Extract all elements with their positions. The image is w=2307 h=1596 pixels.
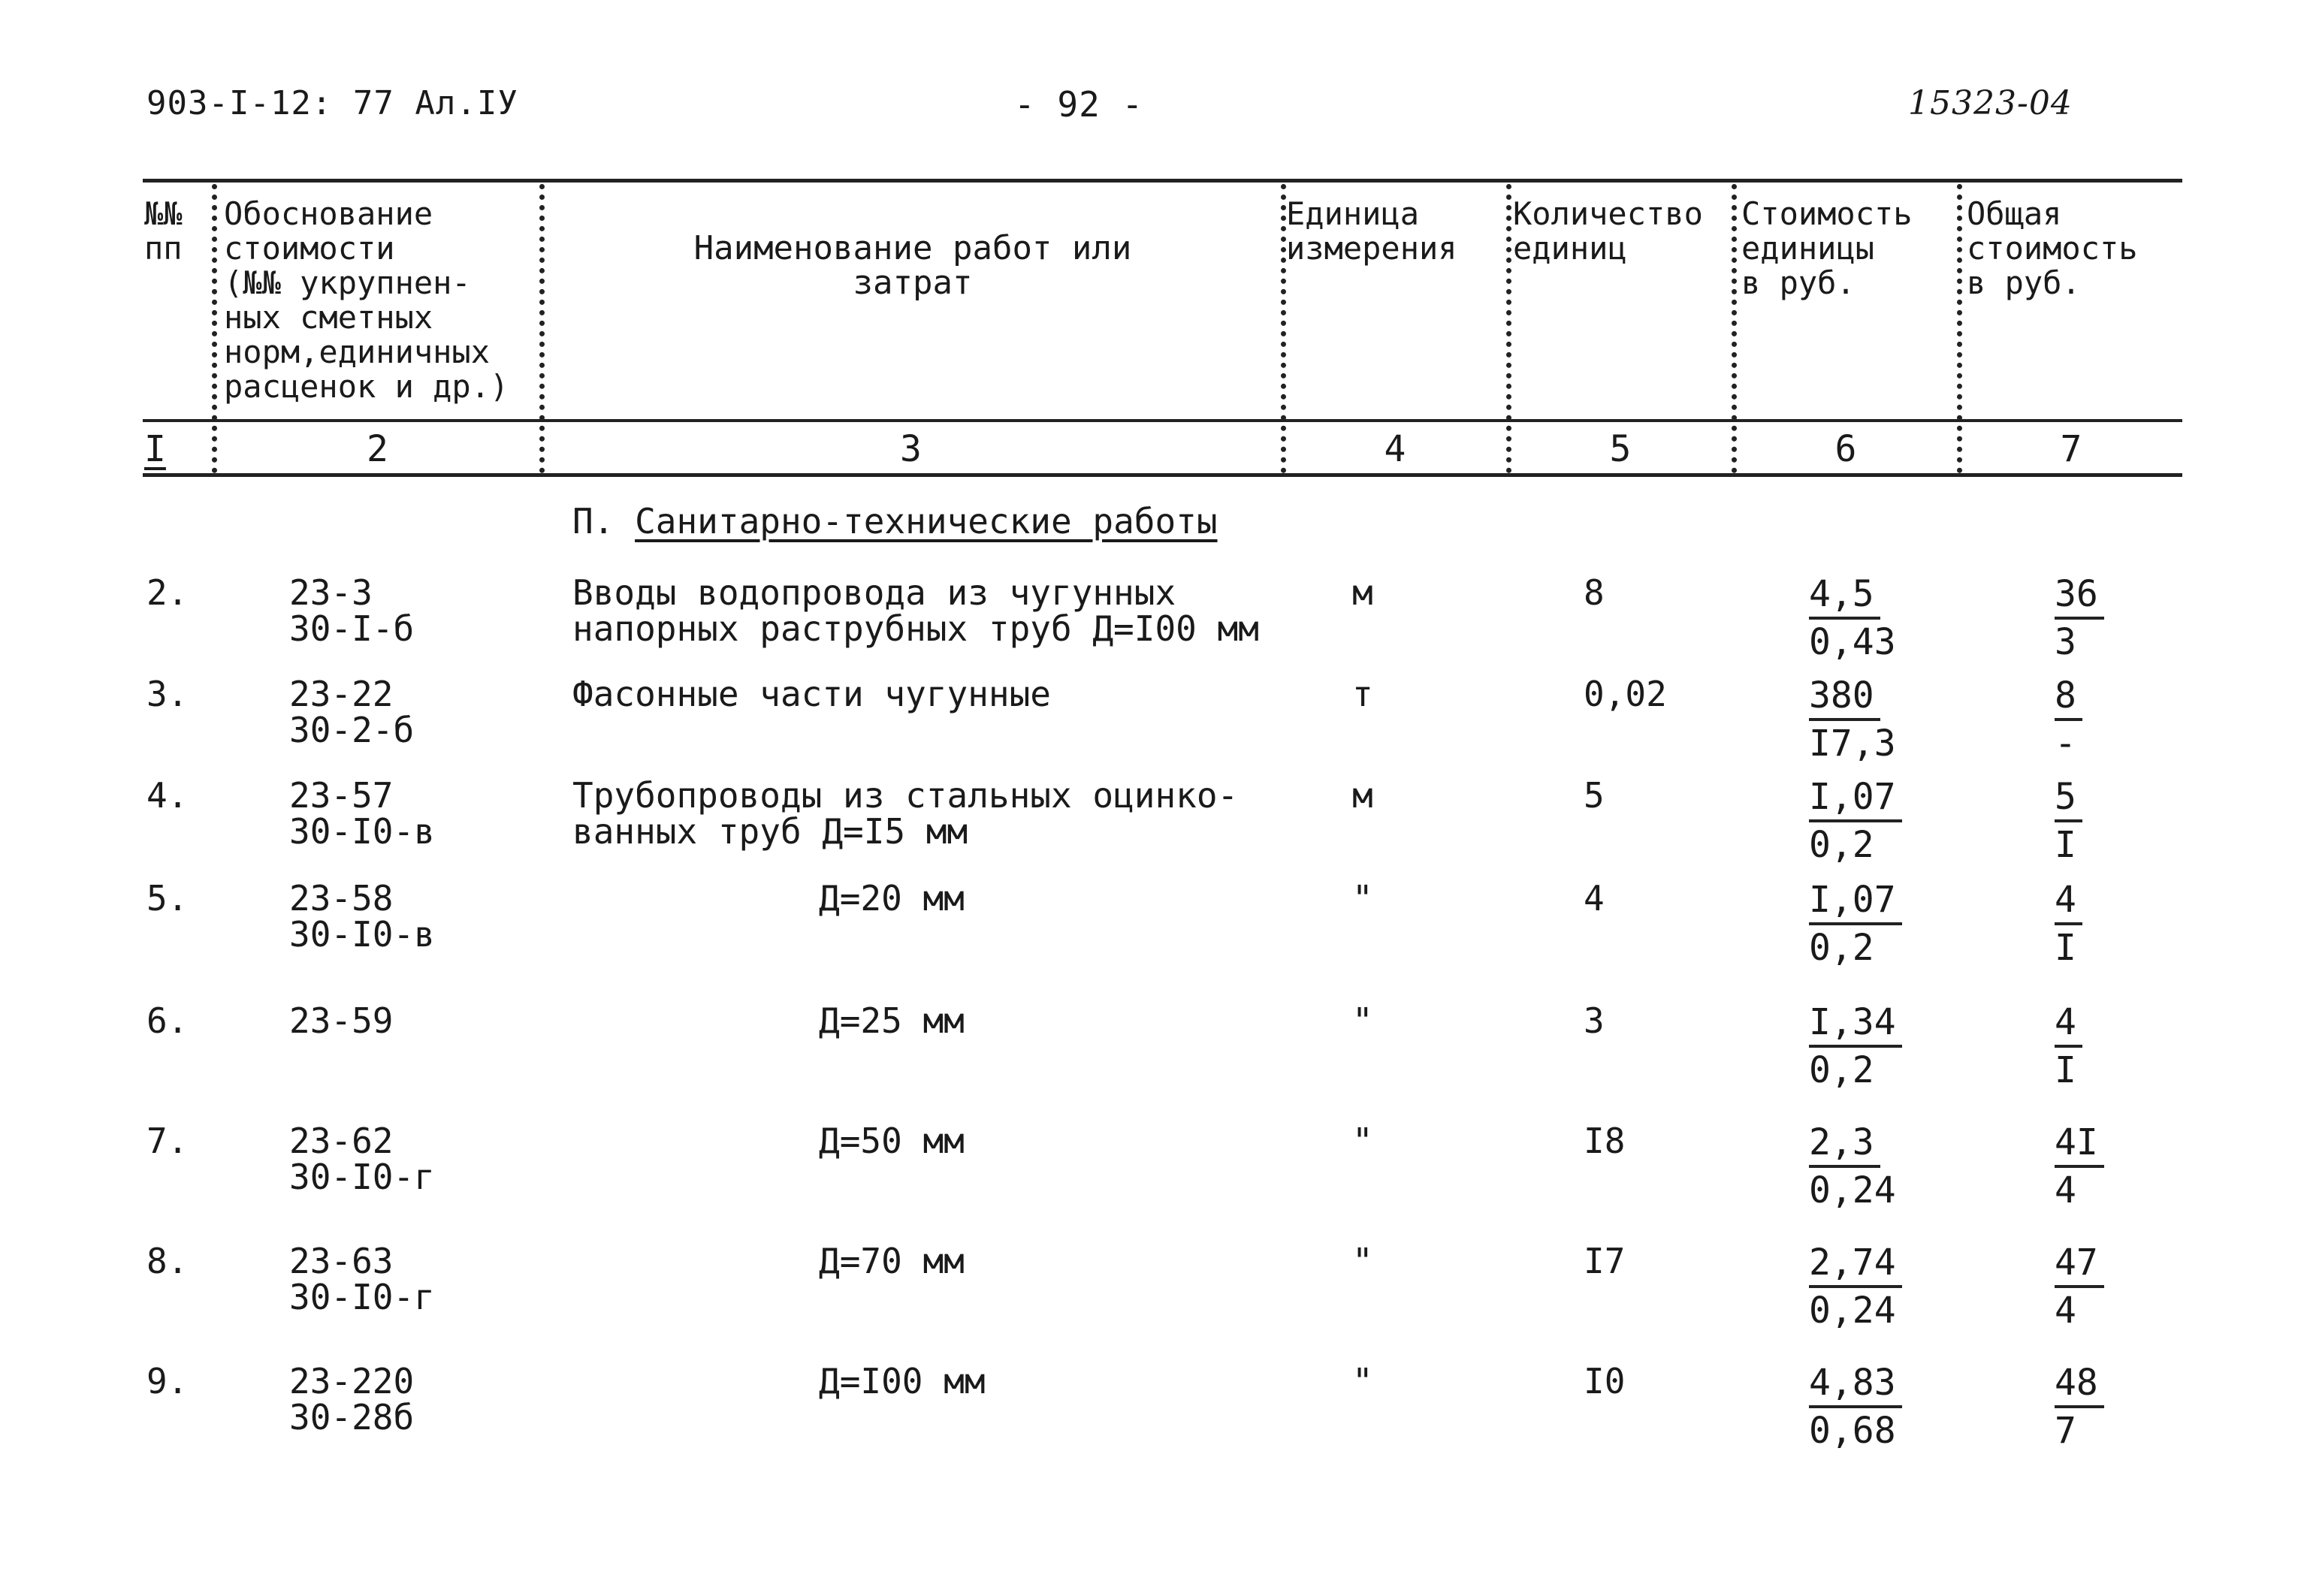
column-number: 6: [1834, 428, 1857, 470]
row-number: 5.: [146, 878, 189, 919]
row-work-name: Д=I00 мм: [819, 1361, 986, 1401]
row-total-cost: [2055, 1120, 2104, 1213]
column-header-number: №№ пп: [144, 195, 183, 267]
row-unit-cost-top: I,34: [1809, 1000, 1902, 1048]
row-quantity: 4: [1584, 878, 1605, 919]
section-prefix: П.: [572, 501, 614, 542]
row-number: 2.: [146, 572, 189, 613]
column-number: 3: [900, 428, 922, 470]
row-unit-cost-bottom: 0,43: [1809, 621, 1896, 663]
row-quantity: 5: [1584, 775, 1605, 816]
row-basis: 23-59: [289, 1000, 394, 1041]
column-header-unit: Единица измерения: [1286, 195, 1457, 267]
row-total-cost: [2055, 1360, 2104, 1453]
column-header-quantity: Количество единиц: [1513, 195, 1703, 267]
row-quantity: 0,02: [1584, 674, 1667, 714]
row-total-cost-top: 8: [2055, 673, 2082, 721]
row-number: 4.: [146, 775, 189, 816]
row-unit-cost-bottom: 0,24: [1809, 1290, 1896, 1332]
row-basis: 23-3 30-I-б: [289, 572, 415, 649]
page-number: - 92 -: [1014, 84, 1144, 125]
row-unit-cost: [1809, 877, 1902, 970]
row-work-name: Д=25 мм: [819, 1000, 965, 1041]
row-basis: 23-58 30-I0-в: [289, 878, 435, 955]
row-total-cost-top: 5: [2055, 774, 2082, 822]
row-total-cost-bottom: -: [2055, 723, 2076, 765]
row-number: 9.: [146, 1361, 189, 1401]
row-unit-cost: [1809, 673, 1896, 766]
row-unit: ": [1352, 1000, 1373, 1041]
column-number: 2: [367, 428, 388, 470]
row-basis: 23-62 30-I0-г: [289, 1121, 435, 1197]
row-unit-cost-top: 4,83: [1809, 1360, 1902, 1408]
row-unit: м: [1352, 572, 1373, 613]
row-unit-cost-top: I,07: [1809, 877, 1902, 925]
header-bottom-rule: [143, 419, 2182, 422]
row-unit-cost-top: I,07: [1809, 774, 1902, 822]
row-unit-cost-bottom: 0,2: [1809, 824, 1874, 866]
row-total-cost-bottom: I: [2055, 1049, 2076, 1091]
column-number-rule: [143, 473, 2182, 477]
document-code: 903-I-12: 77 Ал.IУ: [146, 84, 518, 122]
row-unit-cost-bottom: 0,2: [1809, 927, 1874, 969]
row-work-name: Трубопроводы из стальных оцинко- ванных труб Д=I5 мм: [572, 775, 1239, 852]
row-total-cost-top: 4I: [2055, 1120, 2104, 1168]
row-total-cost: [2055, 877, 2082, 970]
row-number: 6.: [146, 1000, 189, 1041]
column-separator: [1281, 184, 1286, 473]
column-header-unit-cost: Стоимость единицы в руб.: [1741, 195, 1913, 301]
row-number: 3.: [146, 674, 189, 714]
row-total-cost: [2055, 673, 2082, 766]
row-basis: 23-220 30-28б: [289, 1361, 415, 1438]
column-separator: [1957, 184, 1962, 473]
row-unit: т: [1352, 674, 1373, 714]
row-work-name: Д=50 мм: [819, 1121, 965, 1161]
column-separator: [1506, 184, 1511, 473]
row-work-name: Д=70 мм: [819, 1241, 965, 1281]
column-header-name: Наименование работ или затрат: [693, 229, 1132, 302]
row-unit: ": [1352, 1361, 1373, 1401]
row-unit-cost-bottom: 0,2: [1809, 1049, 1874, 1091]
row-quantity: I0: [1584, 1361, 1626, 1401]
row-unit-cost: [1809, 572, 1896, 665]
column-number: 4: [1384, 428, 1406, 470]
row-total-cost-bottom: I: [2055, 824, 2076, 866]
row-basis: 23-22 30-2-б: [289, 674, 415, 750]
column-separator: [539, 184, 545, 473]
row-quantity: 3: [1584, 1000, 1605, 1041]
reference-number: 15323-04: [1908, 84, 2073, 122]
row-total-cost-top: 4: [2055, 1000, 2082, 1048]
row-total-cost: [2055, 774, 2082, 867]
row-unit-cost-top: 2,3: [1809, 1120, 1880, 1168]
column-separator: [212, 184, 217, 473]
column-header-total-cost: Общая стоимость в руб.: [1967, 195, 2138, 301]
row-unit-cost: [1809, 1360, 1902, 1453]
column-number: I: [144, 428, 166, 470]
column-separator: [1732, 184, 1737, 473]
row-total-cost-top: 4: [2055, 877, 2082, 925]
row-quantity: I8: [1584, 1121, 1626, 1161]
row-unit-cost-top: 2,74: [1809, 1240, 1902, 1288]
row-total-cost-bottom: I: [2055, 927, 2076, 969]
column-number: 7: [2060, 428, 2082, 470]
row-total-cost-top: 48: [2055, 1360, 2104, 1408]
row-total-cost: [2055, 572, 2104, 665]
row-work-name: Д=20 мм: [819, 878, 965, 919]
row-number: 8.: [146, 1241, 189, 1281]
row-total-cost: [2055, 1240, 2104, 1333]
row-total-cost-bottom: 3: [2055, 621, 2076, 663]
row-number: 7.: [146, 1121, 189, 1161]
row-unit-cost-bottom: I7,3: [1809, 723, 1896, 765]
row-unit-cost: [1809, 774, 1902, 867]
row-unit-cost-bottom: 0,24: [1809, 1169, 1896, 1211]
row-unit-cost-bottom: 0,68: [1809, 1410, 1896, 1452]
row-unit-cost: [1809, 1120, 1896, 1213]
row-unit: ": [1352, 878, 1373, 919]
row-unit-cost: [1809, 1000, 1902, 1093]
section-heading: [572, 501, 1218, 542]
row-quantity: 8: [1584, 572, 1605, 613]
row-unit: ": [1352, 1241, 1373, 1281]
row-total-cost-bottom: 7: [2055, 1410, 2076, 1452]
row-work-name: Фасонные части чугунные: [572, 674, 1051, 714]
column-header-basis: Обоснование стоимости (№№ укрупнен- ных сметных норм,единичных расценок и др.): [224, 195, 509, 405]
row-basis: 23-63 30-I0-г: [289, 1241, 435, 1317]
column-number: 5: [1609, 428, 1632, 470]
row-unit: м: [1352, 775, 1373, 816]
row-work-name: Вводы водопровода из чугунных напорных раструбных труб Д=I00 мм: [572, 572, 1259, 649]
section-title: Санитарно-технические работы: [635, 501, 1218, 542]
row-unit-cost: [1809, 1240, 1902, 1333]
row-basis: 23-57 30-I0-в: [289, 775, 435, 852]
row-quantity: I7: [1584, 1241, 1626, 1281]
row-total-cost-top: 47: [2055, 1240, 2104, 1288]
row-unit-cost-top: 4,5: [1809, 572, 1880, 620]
table-top-rule: [143, 179, 2182, 183]
row-total-cost-bottom: 4: [2055, 1169, 2076, 1211]
row-unit: ": [1352, 1121, 1373, 1161]
row-total-cost: [2055, 1000, 2082, 1093]
row-unit-cost-top: 380: [1809, 673, 1880, 721]
row-total-cost-top: 36: [2055, 572, 2104, 620]
row-total-cost-bottom: 4: [2055, 1290, 2076, 1332]
